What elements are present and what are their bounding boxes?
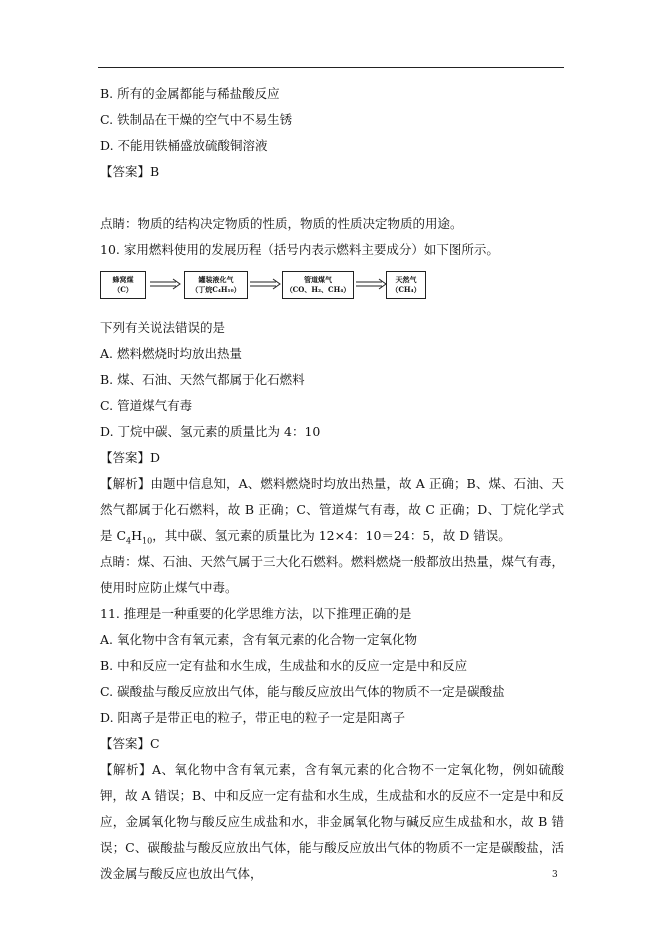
analysis-text: ，其中碳、氢元素的质量比为 12×4：10＝24：5，故 D 错误。 — [152, 528, 511, 543]
flow-formula: （CH₄） — [391, 285, 421, 294]
flow-name: 罐装液化气 — [198, 275, 234, 284]
flow-name: 天然气 — [395, 275, 417, 284]
flow-box-lpg — [184, 271, 248, 299]
q11-option-c: C. 碳酸盐与酸反应放出气体，能与酸反应放出气体的物质不一定是碳酸盐 — [100, 684, 505, 699]
q10-note: 点睛：煤、石油、天然气属于三大化石燃料。燃料燃烧一般都放出热量，煤气有毒，使用时应防止煤气中毒。 — [100, 554, 564, 595]
flow-arrow-icon — [150, 277, 182, 291]
flow-name: 蜂窝煤 — [112, 275, 134, 284]
flow-formula: （CO、H₂、CH₄） — [285, 285, 351, 294]
option-b-prev: B. 所有的金属都能与稀盐酸反应 — [100, 86, 280, 101]
q10-option-d: D. 丁烷中碳、氢元素的质量比为 4：10 — [100, 424, 321, 439]
q11-option-b: B. 中和反应一定有盐和水生成，生成盐和水的反应一定是中和反应 — [100, 658, 468, 673]
q11-option-a: A. 氧化物中含有氧元素，含有氧元素的化合物一定氧化物 — [100, 632, 417, 647]
q10-option-b: B. 煤、石油、天然气都属于化石燃料 — [100, 372, 305, 387]
q11-stem: 11. 推理是一种重要的化学思维方法，以下推理正确的是 — [100, 606, 412, 621]
q11-analysis: 【解析】A、氧化物中含有氧元素，含有氧元素的化合物不一定氧化物，例如硫酸钾，故 A 错误；B、中和反应一定有盐和水生成，生成盐和水的反应不一定是中和反应，金属氧化物与酸反应生成盐和水，非金属氧化物与碱反应生成盐和水，故 B 错误；C、碳酸盐与酸反应放出气体，能与酸反应放出气体的物质不一定是碳酸盐，活泼金属与酸反应也放出气体， — [100, 762, 564, 881]
flow-box-coal — [100, 271, 146, 299]
subscript: 10 — [142, 536, 153, 546]
answer-prev: 【答案】B — [100, 164, 160, 179]
q10-option-c: C. 管道煤气有毒 — [100, 398, 193, 413]
q11-answer: 【答案】C — [100, 736, 160, 751]
option-d-prev: D. 不能用铁桶盛放硫酸铜溶液 — [100, 138, 268, 153]
header-rule — [98, 67, 564, 68]
flow-formula: （丁烷C₄H₁₀） — [191, 285, 241, 294]
q10-stem: 10. 家用燃料使用的发展历程（括号内表示燃料主要成分）如下图所示。 — [100, 242, 499, 257]
flow-name: 管道煤气 — [304, 275, 332, 284]
option-c-prev: C. 铁制品在干燥的空气中不易生锈 — [100, 112, 293, 127]
subscript: 4 — [126, 536, 132, 546]
flow-box-natural-gas — [386, 271, 426, 299]
analysis-text: H — [131, 528, 143, 543]
q11-option-d: D. 阳离子是带正电的粒子，带正电的粒子一定是阳离子 — [100, 710, 406, 725]
flow-arrow-icon — [356, 277, 388, 291]
page-number: 3 — [552, 870, 558, 880]
q10-answer: 【答案】D — [100, 450, 161, 465]
flow-box-pipeline-gas — [282, 271, 354, 299]
flow-formula: （C） — [113, 285, 133, 294]
fuel-flow-diagram — [100, 271, 440, 303]
flow-arrow-icon — [250, 277, 282, 291]
q10-prompt: 下列有关说法错误的是 — [100, 320, 226, 335]
q10-option-a: A. 燃料燃烧时均放出热量 — [100, 346, 242, 361]
note-prev: 点睛：物质的结构决定物质的性质，物质的性质决定物质的用途。 — [100, 216, 463, 231]
q10-analysis — [100, 471, 564, 555]
analysis-text: 【解析】由题中信息知，A、燃料燃烧时均放出热量，故 A 正确；B、煤、石油、天然气都属于化石燃料，故 B 正确；C、管道煤气有毒，故 C 正确；D、丁烷化学式是 C — [100, 476, 564, 543]
